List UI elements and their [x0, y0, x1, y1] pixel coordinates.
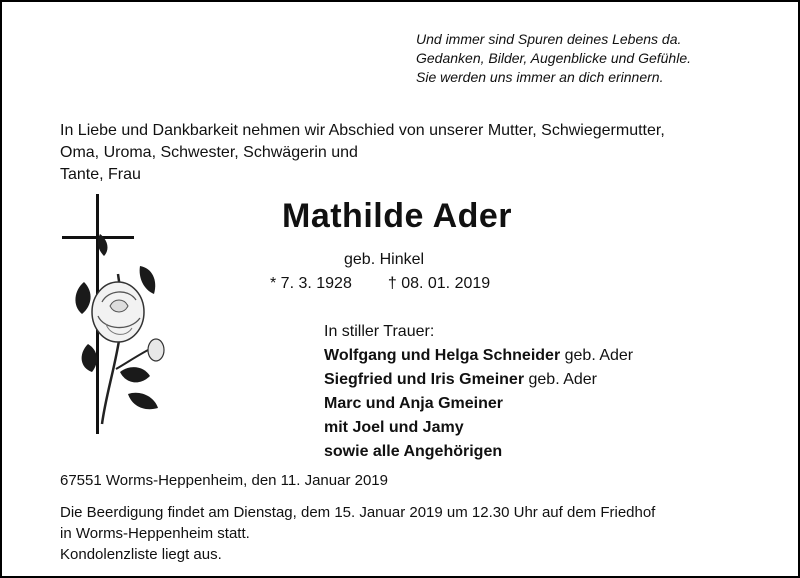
funeral-line: Kondolenzliste liegt aus.	[60, 546, 222, 563]
mourner-note: geb. Ader	[560, 347, 634, 364]
maiden-name: geb. Hinkel	[344, 251, 425, 268]
birth-date: * 7. 3. 1928	[270, 275, 352, 292]
mourners-list	[324, 320, 633, 464]
mourner-line	[324, 344, 633, 368]
funeral-line: Die Beerdigung findet am Dienstag, dem 15. Januar 2019 um 12.30 Uhr auf dem Friedhof	[60, 504, 656, 521]
mourner-line	[324, 368, 633, 392]
quote-line: Sie werden uns immer an dich erinnern.	[416, 69, 664, 85]
mourner-note: geb. Ader	[524, 371, 597, 388]
mourner-line: mit Joel und Jamy	[324, 419, 464, 436]
death-date: † 08. 01. 2019	[387, 275, 491, 292]
mourner-names: Wolfgang und Helga Schneider	[324, 347, 561, 364]
place-and-date: 67551 Worms-Heppenheim, den 11. Januar 2019	[60, 472, 388, 489]
life-dates	[270, 275, 490, 293]
deceased-name: Mathilde Ader	[282, 197, 513, 235]
intro-text	[60, 120, 665, 186]
quote-line: Gedanken, Bilder, Augenblicke und Gefühle.	[416, 50, 692, 66]
intro-line: Tante, Frau	[60, 166, 141, 183]
intro-line: Oma, Uroma, Schwester, Schwägerin und	[60, 144, 358, 161]
mourner-line: sowie alle Angehörigen	[324, 443, 503, 460]
mourner-line: Marc und Anja Gmeiner	[324, 395, 503, 412]
intro-line: In Liebe und Dankbarkeit nehmen wir Abschied von unserer Mutter, Schwiegermutter,	[60, 122, 665, 139]
mourner-names: Siegfried und Iris Gmeiner	[324, 371, 525, 388]
memorial-quote	[416, 30, 691, 87]
funeral-info	[60, 502, 655, 565]
quote-line: Und immer sind Spuren deines Lebens da.	[416, 31, 682, 47]
funeral-line: in Worms-Heppenheim statt.	[60, 525, 250, 542]
cross-rose-icon	[58, 194, 168, 444]
mourners-heading: In stiller Trauer:	[324, 323, 435, 340]
